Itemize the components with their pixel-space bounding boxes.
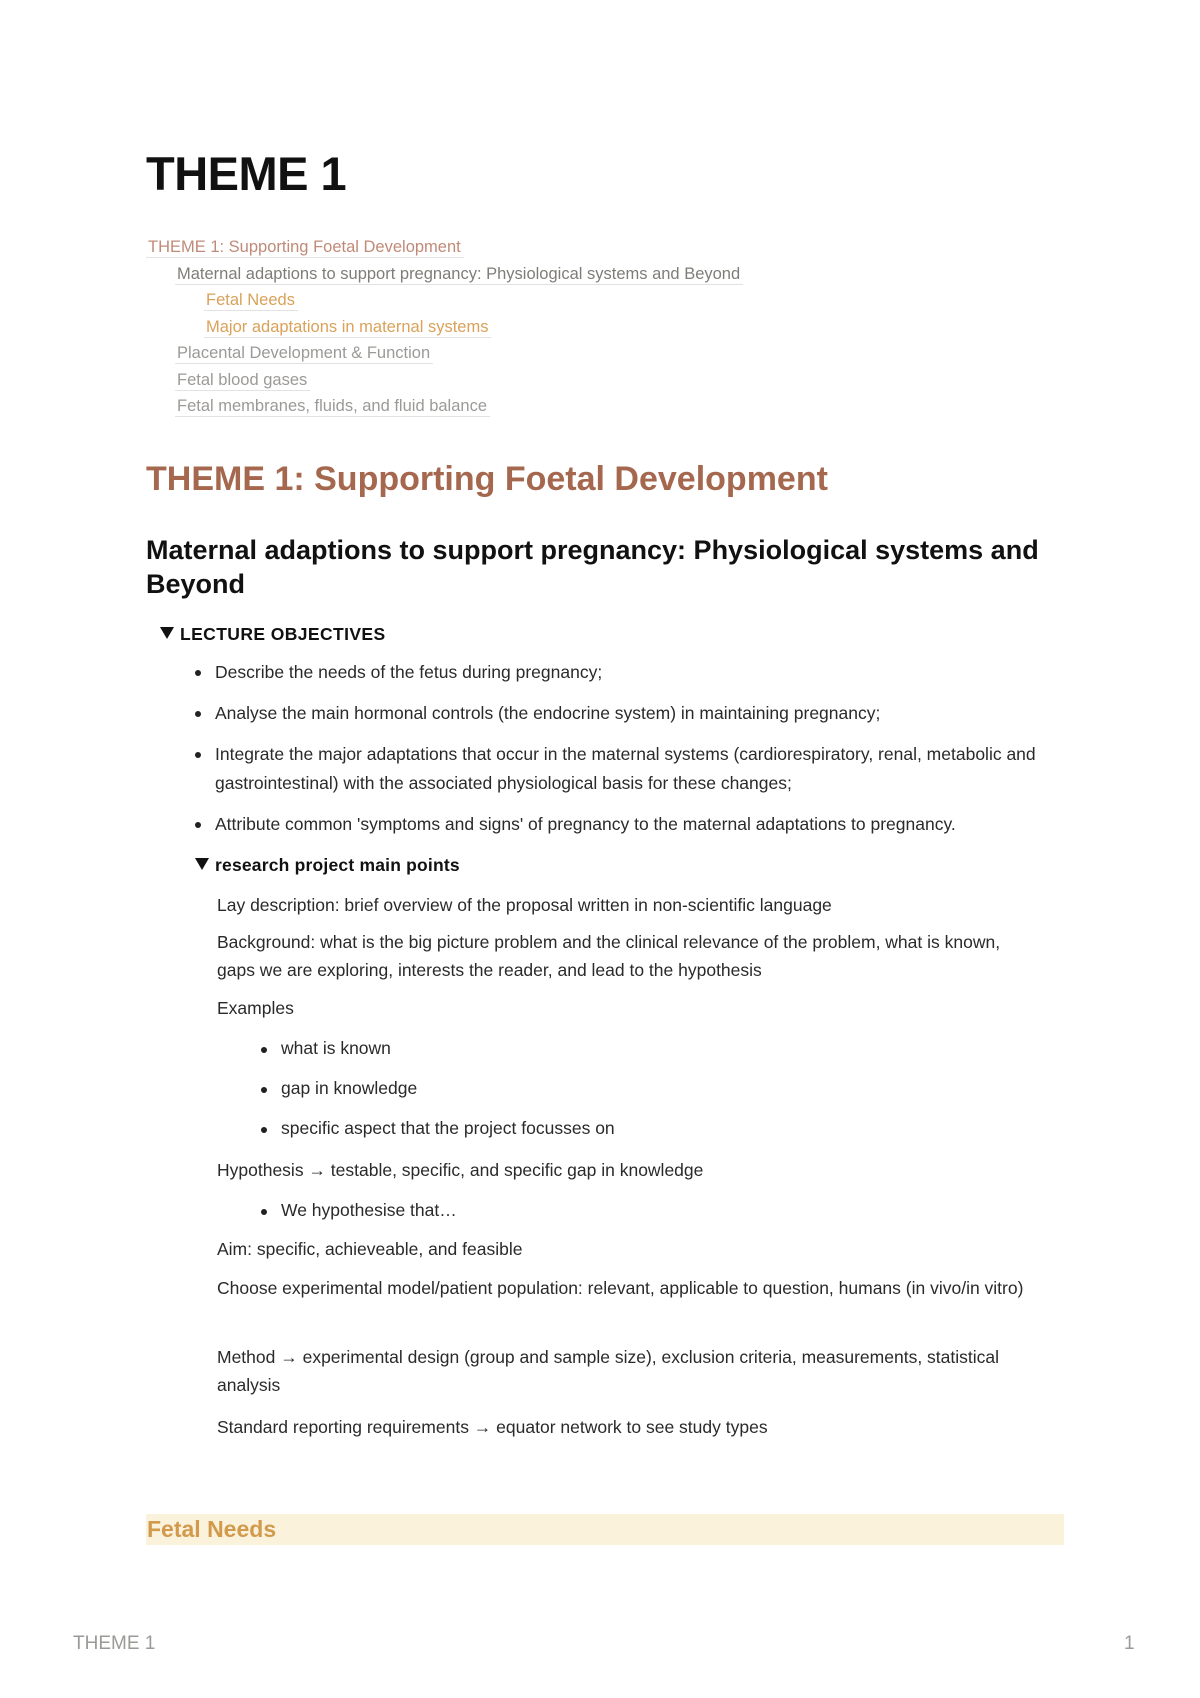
toc-link[interactable]: Fetal Needs [204, 291, 298, 311]
fetal-needs-heading-block [146, 1514, 1064, 1545]
table-of-contents [146, 238, 743, 424]
toc-link[interactable]: Placental Development & Function [175, 344, 433, 364]
model-text: Choose experimental model/patient population: relevant, applicable to question, humans (in vivo/in vitro) [217, 1278, 1024, 1298]
toc-link[interactable]: Fetal blood gases [175, 371, 310, 391]
lecture-objectives-list [190, 658, 1070, 839]
examples-label: Examples [217, 998, 294, 1018]
toc-item[interactable] [146, 291, 743, 318]
toc-link[interactable]: Fetal membranes, fluids, and fluid balance [175, 397, 490, 417]
toc-item[interactable] [146, 238, 743, 265]
lay-description: Lay description: brief overview of the proposal written in non-scientific language [217, 895, 832, 915]
toc-item[interactable] [146, 265, 743, 292]
list-item: We hypothesise that… [255, 1200, 457, 1240]
toggle-triangle-icon[interactable] [195, 858, 209, 870]
hypothesis-text: Hypothesis → testable, specific, and specific gap in knowledge [217, 1160, 704, 1180]
toc-item[interactable] [146, 371, 743, 398]
list-item: Integrate the major adaptations that occur in the maternal systems (cardiorespiratory, renal, metabolic and gastrointestinal) with the associated physiological basis for these changes; [190, 740, 1070, 798]
toc-item[interactable] [146, 318, 743, 345]
list-item: Analyse the main hormonal controls (the endocrine system) in maintaining pregnancy; [190, 699, 1070, 728]
reporting-text: Standard reporting requirements → equator network to see study types [217, 1417, 768, 1437]
list-item: specific aspect that the project focusses on [255, 1118, 615, 1158]
footer-title: THEME 1 [73, 1633, 156, 1654]
list-item: Attribute common 'symptoms and signs' of pregnancy to the maternal adaptations to pregnancy. [190, 810, 1070, 839]
examples-list [255, 1038, 615, 1158]
toc-item[interactable] [146, 397, 743, 424]
toc-link[interactable]: Major adaptations in maternal systems [204, 318, 491, 338]
method-text: Method → experimental design (group and sample size), exclusion criteria, measurements, statistical analysis [217, 1347, 1000, 1395]
toggle-label: LECTURE OBJECTIVES [180, 624, 386, 644]
maternal-adaptions-heading: Maternal adaptions to support pregnancy: Physiological systems and Beyond [146, 535, 1039, 599]
toggle-label: research project main points [215, 855, 460, 875]
research-project-toggle[interactable] [195, 855, 460, 876]
list-item: Describe the needs of the fetus during pregnancy; [190, 658, 1070, 687]
document-title: THEME 1 [146, 147, 347, 200]
list-item: gap in knowledge [255, 1078, 615, 1118]
toc-link[interactable]: THEME 1: Supporting Foetal Development [146, 238, 464, 258]
toggle-triangle-icon[interactable] [160, 627, 174, 639]
fetal-needs-heading: Fetal Needs [147, 1516, 277, 1542]
hypothesis-list [255, 1200, 457, 1240]
list-item: what is known [255, 1038, 615, 1078]
toc-item[interactable] [146, 344, 743, 371]
lecture-objectives-toggle[interactable] [160, 624, 386, 645]
background-text: Background: what is the big picture problem and the clinical relevance of the problem, what is known, gaps we are exploring, interests the reader, and lead to the hypothesis [217, 932, 1001, 980]
theme-heading: THEME 1: Supporting Foetal Development [146, 460, 828, 498]
page-number: 1 [1124, 1633, 1135, 1654]
aim-text: Aim: specific, achieveable, and feasible [217, 1239, 523, 1259]
toc-link[interactable]: Maternal adaptions to support pregnancy: Physiological systems and Beyond [175, 265, 743, 285]
